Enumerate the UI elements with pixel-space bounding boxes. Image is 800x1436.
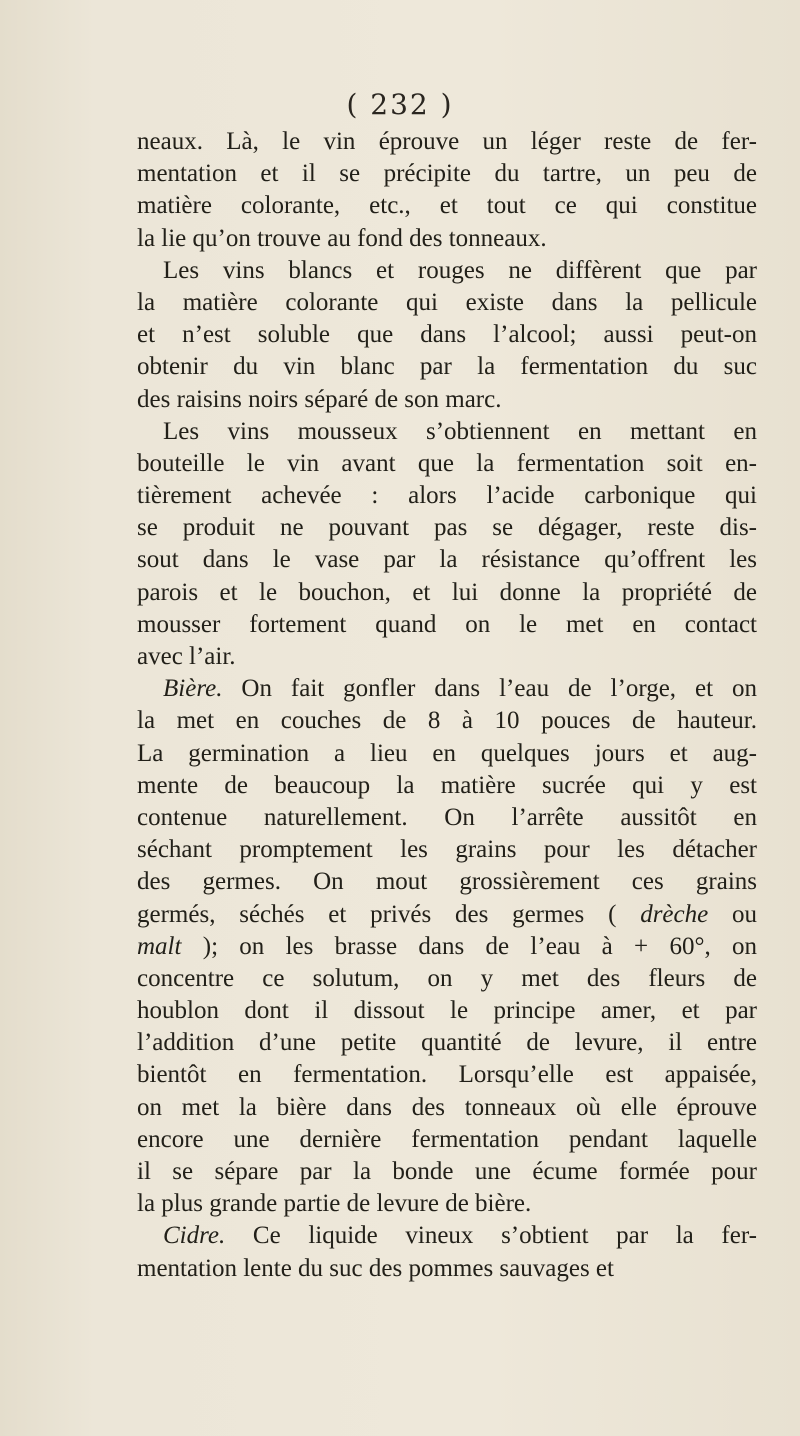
text-segment: des raisins noirs séparé de son marc.: [137, 385, 502, 413]
text-segment: on met la bière dans des tonneaux où elle éprouve: [137, 1093, 757, 1121]
text-line: [137, 738, 757, 770]
italic-term: drèche: [640, 900, 709, 928]
text-line: [137, 1220, 757, 1252]
text-segment: sout dans le vase par la résistance qu’offrent les: [137, 546, 757, 574]
paragraph: [137, 126, 757, 255]
text-segment: concentre ce solutum, on y met des fleurs de: [137, 964, 757, 992]
text-segment: l’addition d’une petite quantité de levure, il entre: [137, 1029, 757, 1057]
text-line: [137, 448, 757, 480]
text-line: [137, 126, 757, 158]
text-segment: ou: [708, 900, 758, 928]
text-segment: séchant promptement les grains pour les détacher: [137, 836, 757, 864]
text-segment: Ce liquide vineux s’obtient par la fer-: [225, 1222, 757, 1250]
body-text: [137, 126, 757, 1285]
text-line: [137, 287, 757, 319]
text-segment: mente de beaucoup la matière sucrée qui y est: [137, 771, 757, 799]
text-line: [137, 223, 757, 255]
text-segment: se produit ne pouvant pas se dégager, reste dis-: [137, 514, 757, 542]
text-segment: encore une dernière fermentation pendant laquelle: [137, 1125, 757, 1153]
text-segment: mentation et il se précipite du tartre, un peu de: [137, 160, 757, 188]
text-line: [137, 963, 757, 995]
text-line: [137, 384, 757, 416]
text-segment: La germination a lieu en quelques jours et aug-: [137, 739, 757, 767]
text-segment: la met en couches de 8 à 10 pouces de hauteur.: [137, 707, 757, 735]
text-segment: germés, séchés et privés des germes (: [137, 900, 641, 928]
text-line: [137, 158, 757, 190]
italic-term: malt: [137, 932, 182, 960]
text-line: [137, 866, 757, 898]
text-segment: ); on les brasse dans de l’eau à + 60°, on: [181, 932, 757, 960]
text-line: [137, 512, 757, 544]
text-segment: matière colorante, etc., et tout ce qui constitue: [137, 192, 757, 220]
text-line: [137, 770, 757, 802]
page-number: ( 232 ): [346, 88, 454, 121]
italic-term: Bière.: [163, 675, 223, 703]
text-line: [137, 255, 757, 287]
text-segment: bientôt en fermentation. Lorsqu’elle est appaisée,: [137, 1061, 757, 1089]
text-line: [137, 673, 757, 705]
text-segment: bouteille le vin avant que la fermentation soit en-: [137, 449, 757, 477]
text-segment: mousser fortement quand on le met en contact: [137, 610, 757, 638]
text-line: [137, 705, 757, 737]
text-line: [137, 480, 757, 512]
text-line: [137, 609, 757, 641]
text-line: [137, 1253, 757, 1285]
text-line: [137, 416, 757, 448]
text-line: [137, 641, 757, 673]
text-line: [137, 995, 757, 1027]
text-line: [137, 1059, 757, 1091]
text-line: [137, 1092, 757, 1124]
text-segment: parois et le bouchon, et lui donne la propriété de: [137, 578, 757, 606]
text-line: [137, 351, 757, 383]
text-segment: il se sépare par la bonde une écume formée pour: [137, 1158, 757, 1185]
italic-term: Cidre.: [163, 1222, 226, 1250]
text-line: [137, 1188, 757, 1220]
text-line: [137, 899, 757, 931]
text-line: [137, 319, 757, 351]
paragraph: [137, 1220, 757, 1284]
paragraph: [137, 673, 757, 1220]
text-line: [137, 577, 757, 609]
text-segment: des germes. On mout grossièrement ces grains: [137, 868, 757, 896]
text-line: [137, 544, 757, 576]
text-line: [137, 834, 757, 866]
text-segment: et n’est soluble que dans l’alcool; aussi peut-on: [137, 321, 757, 349]
text-line: [137, 1027, 757, 1059]
text-segment: la matière colorante qui existe dans la pellicule: [137, 288, 757, 316]
paragraph: [137, 255, 757, 416]
text-segment: contenue naturellement. On l’arrête aussitôt en: [137, 803, 757, 831]
text-segment: Les vins mousseux s’obtiennent en mettant en: [163, 417, 757, 445]
text-segment: neaux. Là, le vin éprouve un léger reste de fer-: [137, 128, 757, 155]
paragraph: [137, 416, 757, 674]
text-line: [137, 931, 757, 963]
text-line: [137, 190, 757, 222]
text-segment: tièrement achevée : alors l’acide carbonique qui: [137, 482, 757, 510]
text-line: [137, 1124, 757, 1156]
text-segment: Les vins blancs et rouges ne diffèrent que par: [163, 256, 757, 284]
text-segment: avec l’air.: [137, 643, 236, 670]
text-segment: obtenir du vin blanc par la fermentation du suc: [137, 353, 757, 381]
text-segment: la plus grande partie de levure de bière.: [137, 1190, 532, 1218]
text-segment: la lie qu’on trouve au fond des tonneaux.: [137, 224, 547, 252]
text-segment: On fait gonfler dans l’eau de l’orge, et on: [222, 675, 757, 703]
text-segment: houblon dont il dissout le principe amer, et par: [137, 997, 757, 1025]
text-segment: mentation lente du suc des pommes sauvages et: [137, 1254, 614, 1282]
text-line: [137, 1156, 757, 1188]
text-line: [137, 802, 757, 834]
